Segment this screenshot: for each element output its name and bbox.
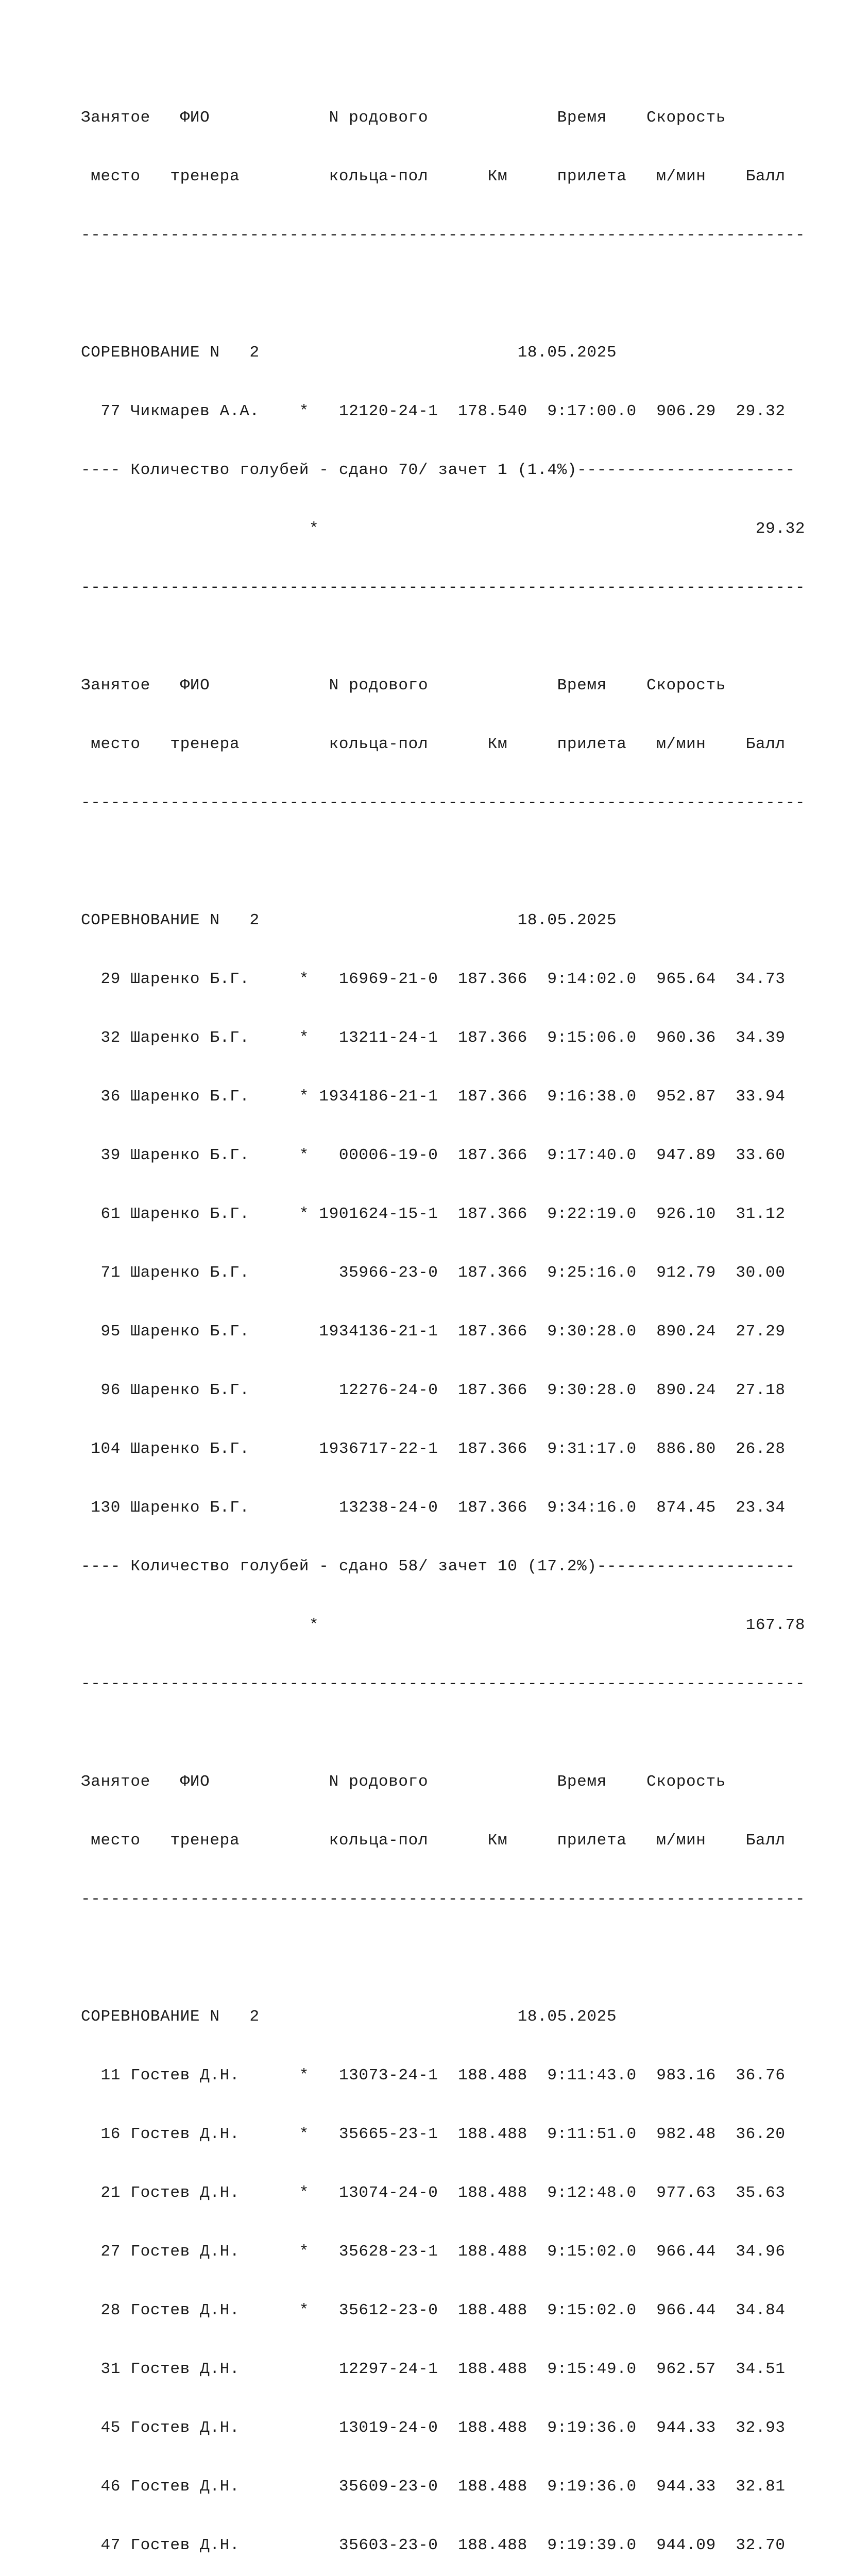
result-row: 95 Шаренко Б.Г. 1934136-21-1 187.366 9:30:28.0 890.24 27.29: [81, 1323, 786, 1341]
result-row: 21 Гостев Д.Н. * 13074-24-0 188.488 9:12:48.0 977.63 35.63: [81, 2184, 786, 2202]
result-row: 47 Гостев Д.Н. 35603-23-0 188.488 9:19:39.0 944.09 32.70: [81, 2536, 786, 2554]
result-row: 28 Гостев Д.Н. * 35612-23-0 188.488 9:15:02.0 966.44 34.84: [81, 2301, 786, 2319]
result-row: 71 Шаренко Б.Г. 35966-23-0 187.366 9:25:16.0 912.79 30.00: [81, 1264, 786, 1282]
result-row: 29 Шаренко Б.Г. * 16969-21-0 187.366 9:14:02.0 965.64 34.73: [81, 970, 786, 988]
count-summary: ---- Количество голубей - сдано 58/ зачет 10 (17.2%)--------------------: [81, 1557, 795, 1575]
result-row: 32 Шаренко Б.Г. * 13211-24-1 187.366 9:15:06.0 960.36 34.39: [81, 1029, 786, 1047]
separator: -------------------------------------------------------------------------: [81, 226, 806, 244]
count-summary: ---- Количество голубей - сдано 70/ зачет 1 (1.4%)----------------------: [81, 461, 795, 479]
score-total: * 167.78: [81, 1616, 806, 1634]
blank-line: [81, 284, 805, 304]
header-line-1: Занятое ФИО N родового Время Скорость: [81, 109, 726, 127]
result-row: 45 Гостев Д.Н. 13019-24-0 188.488 9:19:36.0 944.33 32.93: [81, 2419, 786, 2437]
header-line-1: Занятое ФИО N родового Время Скорость: [81, 1773, 726, 1791]
header-line-2: место тренера кольца-пол Км прилета м/мин Балл: [81, 1832, 786, 1850]
separator: -------------------------------------------------------------------------: [81, 1675, 806, 1693]
result-row: 104 Шаренко Б.Г. 1936717-22-1 187.366 9:31:17.0 886.80 26.28: [81, 1440, 786, 1458]
result-row: 130 Шаренко Б.Г. 13238-24-0 187.366 9:34:16.0 874.45 23.34: [81, 1499, 786, 1517]
competition-title: СОРЕВНОВАНИЕ N 2 18.05.2025: [81, 911, 617, 929]
competition-title: СОРЕВНОВАНИЕ N 2 18.05.2025: [81, 2008, 617, 2026]
result-row: 16 Гостев Д.Н. * 35665-23-1 188.488 9:11:51.0 982.48 36.20: [81, 2125, 786, 2143]
result-row: 31 Гостев Д.Н. 12297-24-1 188.488 9:15:49.0 962.57 34.51: [81, 2360, 786, 2378]
result-row: 77 Чикмарев А.А. * 12120-24-1 178.540 9:17:00.0 906.29 29.32: [81, 402, 786, 420]
result-row: 61 Шаренко Б.Г. * 1901624-15-1 187.366 9:22:19.0 926.10 31.12: [81, 1205, 786, 1223]
score-total: * 29.32: [81, 520, 806, 538]
competition-title: СОРЕВНОВАНИЕ N 2 18.05.2025: [81, 344, 617, 362]
blank-line: [81, 1948, 805, 1968]
result-row: 27 Гостев Д.Н. * 35628-23-1 188.488 9:15:02.0 966.44 34.96: [81, 2243, 786, 2261]
header-line-2: место тренера кольца-пол Км прилета м/мин Балл: [81, 735, 786, 753]
separator: -------------------------------------------------------------------------: [81, 579, 806, 597]
separator: -------------------------------------------------------------------------: [81, 1890, 806, 1908]
result-row: 39 Шаренко Б.Г. * 00006-19-0 187.366 9:17:40.0 947.89 33.60: [81, 1146, 786, 1164]
result-row: 36 Шаренко Б.Г. * 1934186-21-1 187.366 9:16:38.0 952.87 33.94: [81, 1088, 786, 1106]
separator: -------------------------------------------------------------------------: [81, 794, 806, 812]
blank-line: [81, 852, 805, 872]
result-row: 11 Гостев Д.Н. * 13073-24-1 188.488 9:11:43.0 983.16 36.76: [81, 2066, 786, 2084]
result-row: 96 Шаренко Б.Г. 12276-24-0 187.366 9:30:28.0 890.24 27.18: [81, 1381, 786, 1399]
result-row: 46 Гостев Д.Н. 35609-23-0 188.488 9:19:36.0 944.33 32.81: [81, 2478, 786, 2496]
header-line-1: Занятое ФИО N родового Время Скорость: [81, 676, 726, 694]
header-line-2: место тренера кольца-пол Км прилета м/мин Балл: [81, 167, 786, 185]
results-report: [81, 30, 805, 2576]
